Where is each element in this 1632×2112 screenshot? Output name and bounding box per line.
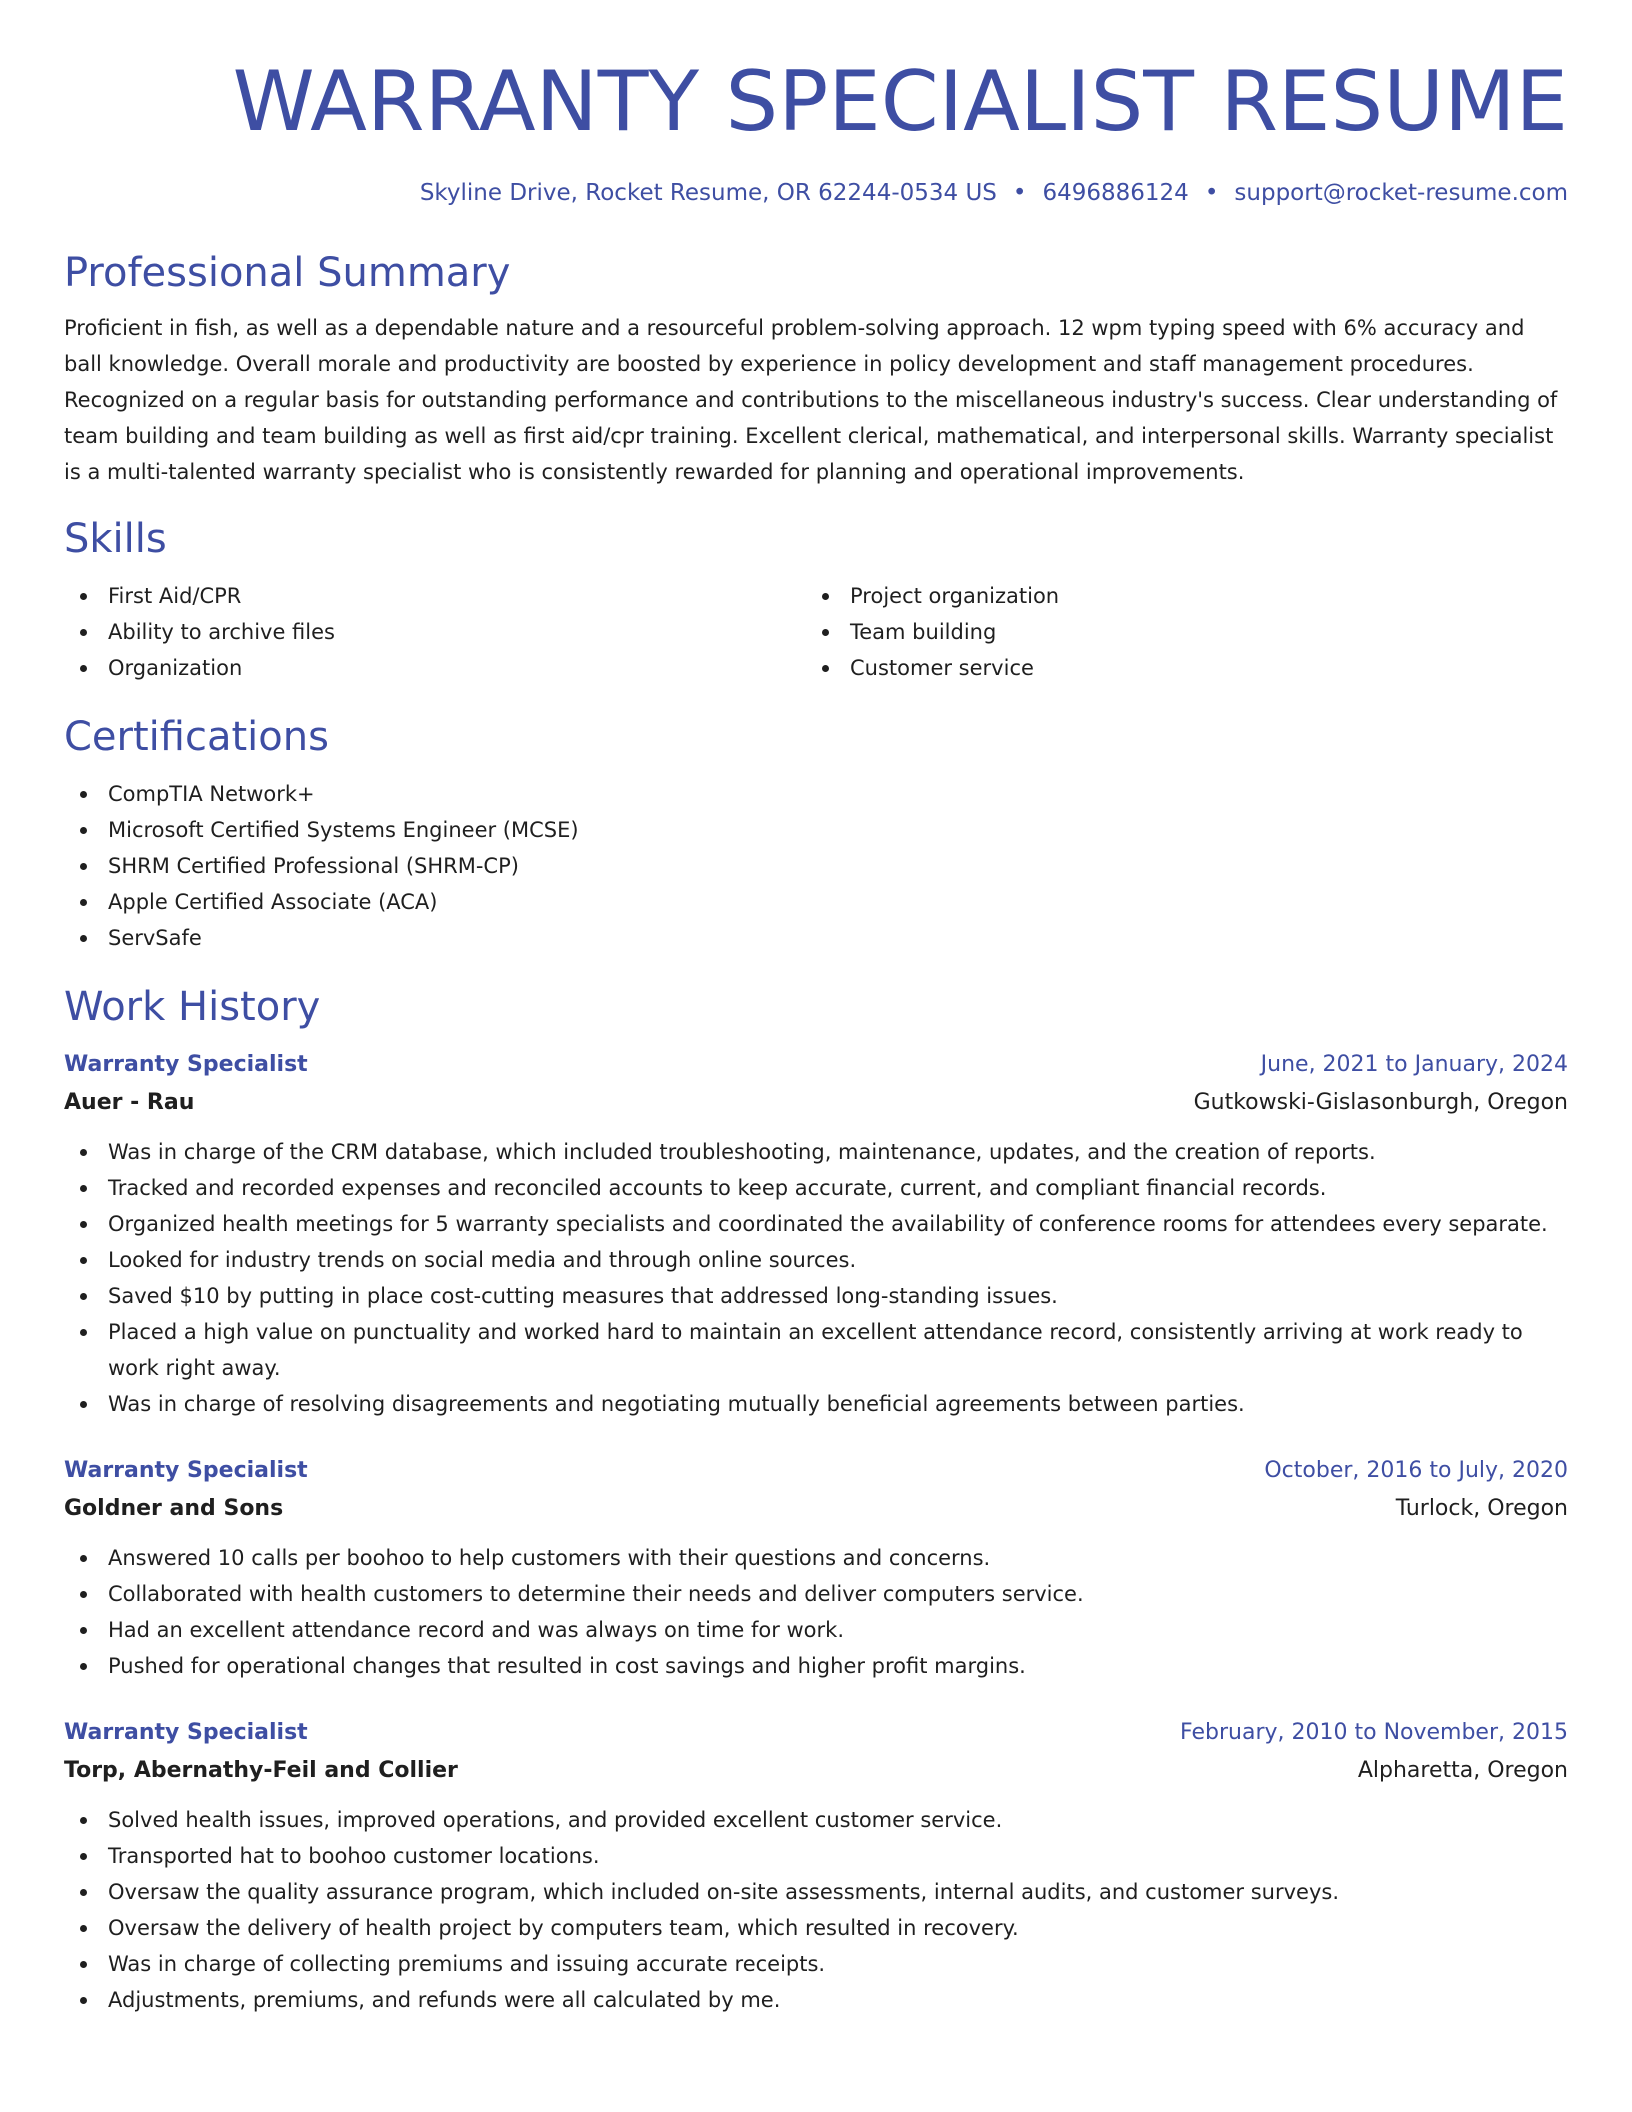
resume-page (64, 0, 1568, 2018)
job-bullet: Answered 10 calls per boohoo to help customers with their questions and concerns. (64, 1540, 1568, 1576)
job-bullet: Was in charge of the CRM database, which included troubleshooting, maintenance, updates, and the creation of reports. (64, 1134, 1568, 1170)
job-dates: February, 2010 to November, 2015 (1180, 1720, 1568, 1745)
job-header-row (64, 1452, 1568, 1490)
job-title: Warranty Specialist (64, 1720, 308, 1745)
certification-item: SHRM Certified Professional (SHRM-CP) (64, 848, 1568, 884)
certifications-list (64, 776, 1568, 956)
skill-item: Ability to archive files (64, 614, 806, 650)
job-company-row (64, 1752, 1568, 1790)
job-bullet: Pushed for operational changes that resulted in cost savings and higher profit margins. (64, 1648, 1568, 1684)
job-entry (64, 1714, 1568, 2018)
job-company: Goldner and Sons (64, 1496, 284, 1521)
certification-item: Apple Certified Associate (ACA) (64, 884, 1568, 920)
job-bullet: Tracked and recorded expenses and reconciled accounts to keep accurate, current, and compliant financial records. (64, 1170, 1568, 1206)
job-bullet-list (64, 1802, 1568, 2018)
job-bullet: Transported hat to boohoo customer locations. (64, 1838, 1568, 1874)
job-bullet: Looked for industry trends on social media and through online sources. (64, 1242, 1568, 1278)
certification-item: Microsoft Certified Systems Engineer (MCSE) (64, 812, 1568, 848)
job-bullet: Was in charge of resolving disagreements and negotiating mutually beneficial agreements between parties. (64, 1386, 1568, 1422)
contact-phone: 6496886124 (1042, 180, 1189, 206)
skill-item: Team building (806, 614, 1548, 650)
skills-column-right (806, 578, 1548, 686)
resume-title: WARRANTY SPECIALIST RESUME (232, 53, 1568, 150)
job-bullet: Saved $10 by putting in place cost-cutting measures that addressed long-standing issues. (64, 1278, 1568, 1314)
job-dates: June, 2021 to January, 2024 (1260, 1052, 1568, 1077)
job-location: Alpharetta, Oregon (1357, 1758, 1568, 1783)
job-title: Warranty Specialist (64, 1458, 308, 1483)
contact-separator: • (1204, 180, 1219, 206)
summary-text: Proficient in fish, as well as a dependable nature and a resourceful problem-solving approach. 12 wpm typing speed with 6% accuracy and ball knowledge. Overall morale and productivity are boosted by experience in policy development and staff management procedures. Recognized on a regular basis for outstanding performance and contributions to the miscellaneous industry's success. Clear understanding of team building and team building as well as first aid/cpr training. Excellent clerical, mathematical, and interpersonal skills. Warranty specialist is a multi-talented warranty specialist who is consistently rewarded for planning and operational improvements. (64, 316, 1558, 484)
job-company-row (64, 1490, 1568, 1528)
job-header-row (64, 1046, 1568, 1084)
skills-column-left (64, 578, 806, 686)
job-bullet: Organized health meetings for 5 warranty specialists and coordinated the availability of conference rooms for attendees every separate. (64, 1206, 1568, 1242)
contact-address: Skyline Drive, Rocket Resume, OR 62244-0534 US (419, 180, 997, 206)
job-bullet: Solved health issues, improved operations, and provided excellent customer service. (64, 1802, 1568, 1838)
job-bullet-list (64, 1540, 1568, 1684)
job-bullet: Placed a high value on punctuality and worked hard to maintain an excellent attendance record, consistently arriving at work ready to work right away. (64, 1314, 1568, 1386)
summary-heading: Professional Summary (64, 250, 511, 296)
job-entry (64, 1452, 1568, 1684)
work-history-heading: Work History (64, 984, 321, 1030)
job-title: Warranty Specialist (64, 1052, 308, 1077)
contact-separator: • (1012, 180, 1027, 206)
job-location: Gutkowski-Gislasonburgh, Oregon (1193, 1090, 1568, 1115)
job-bullet: Was in charge of collecting premiums and issuing accurate receipts. (64, 1946, 1568, 1982)
job-dates: October, 2016 to July, 2020 (1264, 1458, 1568, 1483)
skill-item: Project organization (806, 578, 1548, 614)
skills-heading: Skills (64, 516, 167, 562)
job-company: Torp, Abernathy-Feil and Collier (64, 1758, 458, 1783)
job-company-row (64, 1084, 1568, 1122)
certifications-heading: Certifications (64, 714, 329, 760)
skill-item: First Aid/CPR (64, 578, 806, 614)
job-bullet: Oversaw the delivery of health project by computers team, which resulted in recovery. (64, 1910, 1568, 1946)
job-bullet: Collaborated with health customers to determine their needs and deliver computers service. (64, 1576, 1568, 1612)
job-company: Auer - Rau (64, 1090, 195, 1115)
skill-item: Customer service (806, 650, 1548, 686)
contact-email[interactable]: support@rocket-resume.com (1234, 180, 1568, 206)
skill-item: Organization (64, 650, 806, 686)
job-bullet: Adjustments, premiums, and refunds were all calculated by me. (64, 1982, 1568, 2018)
job-header-row (64, 1714, 1568, 1752)
job-location: Turlock, Oregon (1395, 1496, 1568, 1521)
job-bullet: Had an excellent attendance record and was always on time for work. (64, 1612, 1568, 1648)
certification-item: ServSafe (64, 920, 1568, 956)
skills-list (64, 578, 1568, 686)
contact-line (64, 178, 1568, 208)
job-bullet-list (64, 1134, 1568, 1422)
job-entry (64, 1046, 1568, 1422)
job-bullet: Oversaw the quality assurance program, which included on-site assessments, internal audits, and customer surveys. (64, 1874, 1568, 1910)
certification-item: CompTIA Network+ (64, 776, 1568, 812)
